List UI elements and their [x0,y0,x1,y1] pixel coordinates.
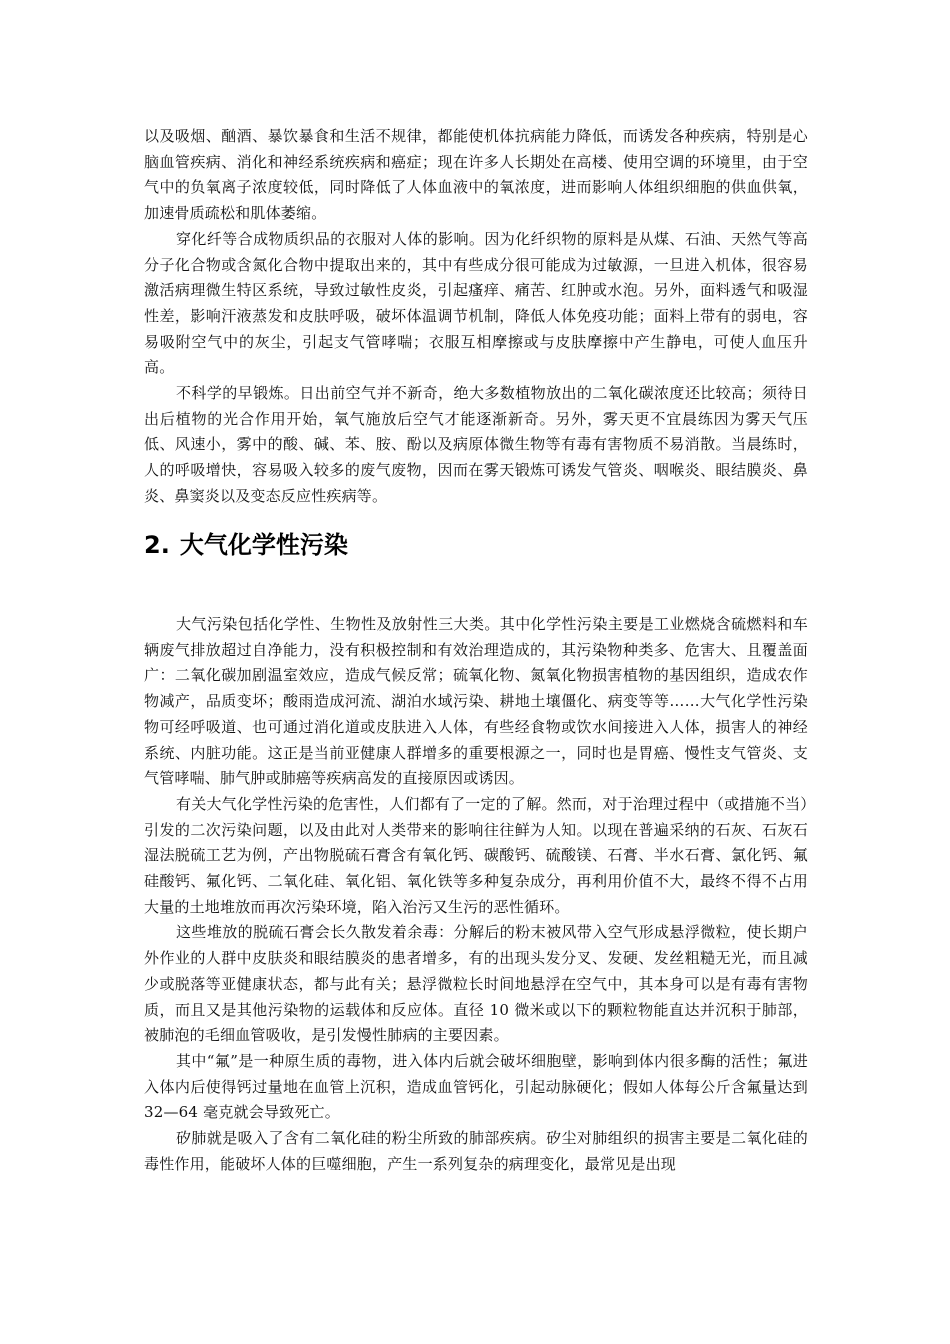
section-number: 2. [144,531,170,559]
paragraph-morning-exercise: 不科学的早锻炼。日出前空气并不新奇，绝大多数植物放出的二氧化碳浓度还比较高；须待日出后植物的光合作用开始，氧气施放后空气才能逐渐新奇。另外，雾天更不宜晨练因为雾天气压低、风速小，雾中的酸、碱、苯、胺、酚以及病原体微生物等有毒有害物质不易消散。当晨练时，人的呼吸增快，容易吸入较多的废气废物，因而在雾天锻炼可诱发气管炎、咽喉炎、眼结膜炎、鼻炎、鼻窦炎以及变态反应性疾病等。 [144,384,808,505]
section-title: 大气化学性污染 [179,531,348,559]
paragraph-fluorine: 其中“氟”是一种原生质的毒物，进入体内后就会破坏细胞壁，影响到体内很多酶的活性；氟进入体内后使得钙过量地在血管上沉积，造成血管钙化，引起动脉硬化；假如人体每公斤含氟量达到 32—64 毫克就会导致死亡。 [144,1051,808,1122]
body-text-top [144,124,808,510]
paragraph-synthetic-fabrics: 穿化纤等合成物质织品的衣服对人体的影响。因为化纤织物的原料是从煤、石油、天然气等高分子化合物或含氮化合物中提取出来的，其中有些成分很可能成为过敏源，一旦进入机体，很容易激活病理微生特区系统，导致过敏性皮炎，引起瘙痒、痛苦、红肿或水泡。另外，面料透气和吸湿性差，影响汗液蒸发和皮肤呼吸，破坏体温调节机制，降低人体免疫功能；面料上带有的弱电，容易吸附空气中的灰尘，引起支气管哮喘；衣服互相摩擦或与皮肤摩擦中产生静电，可使人血压升高。 [144,229,808,377]
paragraph-gypsum-toxicity: 这些堆放的脱硫石膏会长久散发着余毒：分解后的粉末被风带入空气形成悬浮微粒，使长期户外作业的人群中皮肤炎和眼结膜炎的患者增多，有的出现头发分叉、发硬、发丝粗糙无光，而且减少或脱落等亚健康状态，都与此有关；悬浮微粒长时间地悬浮在空气中，其本身可以是有毒有害物质，而且又是其他污染物的运载体和反应体。直径 10 微米或以下的颗粒物能直达并沉积于肺部，被肺泡的毛细血管吸收，是引发慢性肺病的主要因素。 [144,923,808,1045]
body-text-bottom [144,612,808,1177]
section-heading [144,528,348,562]
paragraph-secondary-pollution: 有关大气化学性污染的危害性，人们都有了一定的了解。然而，对于治理过程中（或措施不当）引发的二次污染问题，以及由此对人类带来的影响往往鲜为人知。以现在普遍采纳的石灰、石灰石湿法脱硫工艺为例，产出物脱硫石膏含有氧化钙、碳酸钙、硫酸镁、石膏、半水石膏、氯化钙、氟硅酸钙、氟化钙、二氧化硅、氧化铝、氧化铁等多种复杂成分，再利用价值不大，最终不得不占用大量的土地堆放而再次污染环境，陷入治污又生污的恶性循环。 [144,794,808,916]
paragraph-smoking-habits: 以及吸烟、酗酒、暴饮暴食和生活不规律，都能使机体抗病能力降低，而诱发各种疾病，特别是心脑血管疾病、消化和神经系统疾病和癌症；现在许多人长期处在高楼、使用空调的环境里，由于空气中的负氧离子浓度较低，同时降低了人体血液中的氧浓度，进而影响人体组织细胞的供血供氧，加速骨质疏松和肌体萎缩。 [144,127,808,223]
paragraph-silicosis: 矽肺就是吸入了含有二氧化硅的粉尘所致的肺部疾病。矽尘对肺组织的损害主要是二氧化硅的毒性作用，能破坏人体的巨噬细胞，产生一系列复杂的病理变化，最常见是出现 [144,1129,808,1173]
paragraph-air-pollution-overview: 大气污染包括化学性、生物性及放射性三大类。其中化学性污染主要是工业燃烧含硫燃料和车辆废气排放超过自净能力，没有积极控制和有效治理造成的，其污染物种类多、危害大、且覆盖面广：二氧化碳加剧温室效应，造成气候反常；硫氧化物、氮氧化物损害植物的基因组织，造成农作物减产，品质变坏；酸雨造成河流、湖泊水域污染、耕地土壤僵化、病变等等……大气化学性污染物可经呼吸道、也可通过消化道或皮肤进入人体，有些经食物或饮水间接进入人体，损害人的神经系统、内脏功能。这正是当前亚健康人群增多的重要根源之一，同时也是胃癌、慢性支气管炎、支气管哮喘、肺气肿或肺癌等疾病高发的直接原因或诱因。 [144,615,808,788]
